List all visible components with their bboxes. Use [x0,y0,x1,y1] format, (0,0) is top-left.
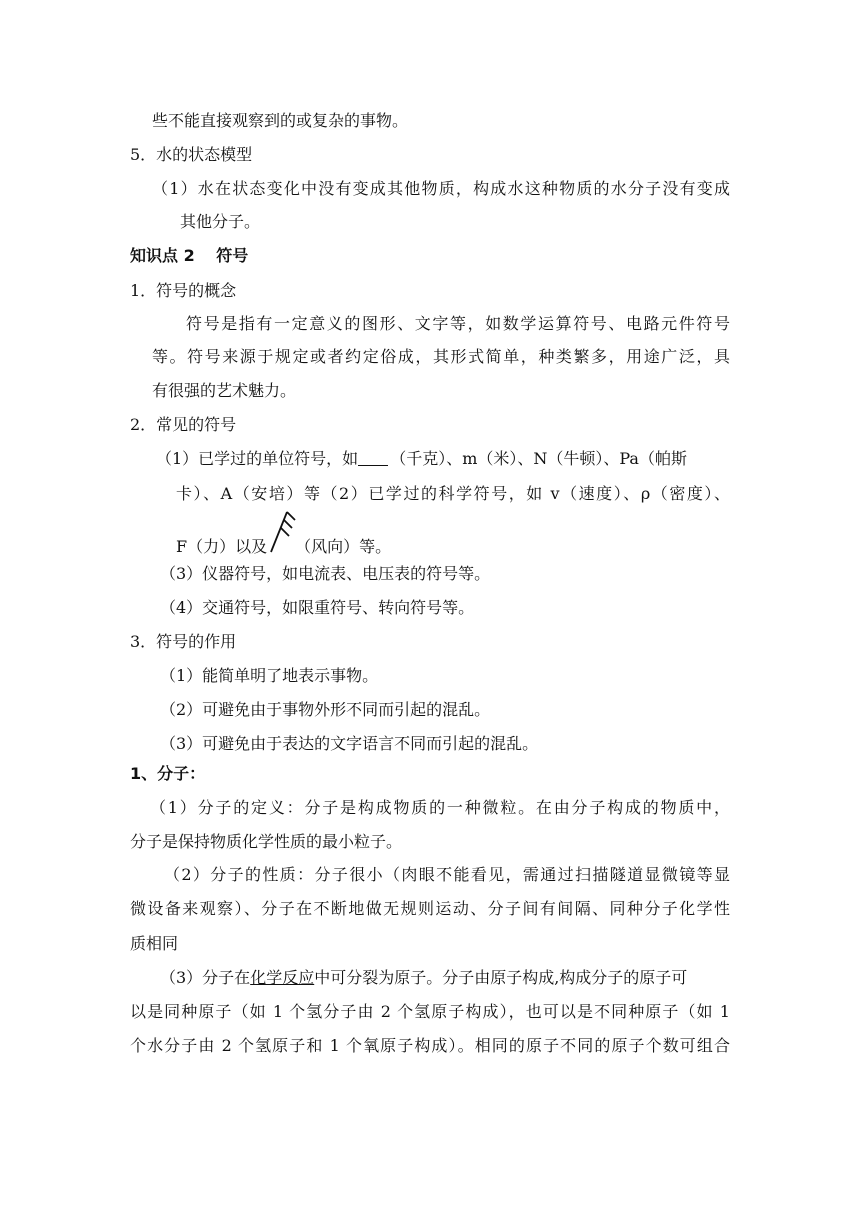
text-line: 些不能直接观察到的或复杂的事物。 [152,111,409,130]
molecule-heading-label: 1、分子： [130,764,206,783]
text-line: （4）交通符号，如限重符号、转向符号等。 [160,598,475,617]
knowledge-point-label: 知识点 2 符号 [130,246,249,265]
text-segment: （1）已学过的单位符号，如 [156,449,359,468]
text-segment: （风向）等。 [295,537,392,556]
section-heading-symbol-concept: 1．符号的概念 [130,281,237,300]
text-segment: （千克）、m（米）、N（牛顿）、Pa（帕斯 [390,449,687,468]
text-line: （1）分子的定义：分子是构成物质的一种微粒。在由分子构成的物质中， [150,798,730,817]
text-line: （1）能简单明了地表示事物。 [160,666,379,685]
text-line: 其他分子。 [180,212,261,231]
text-line: 分子是保持物质化学性质的最小粒子。 [130,832,403,851]
chemical-reaction-link[interactable]: 化学反应 [250,968,315,987]
text-line: 以是同种原子（如 1 个氢分子由 2 个氢原子构成），也可以是不同种原子（如 1 [130,1002,730,1021]
text-line: （1）水在状态变化中没有变成其他物质，构成水这种物质的水分子没有变成 [152,179,730,198]
text-line: 微设备来观察）、分子在不断地做无规则运动、分子间有间隔、同种分子化学性 [130,899,730,918]
text-line: 质相同 [130,934,179,953]
text-line: 个水分子由 2 个氢原子和 1 个氧原子构成）。相同的原子不同的原子个数可组合 [130,1036,730,1055]
text-line-chemical-reaction [160,968,730,988]
fill-blank [358,449,388,466]
text-line-wind-direction [176,534,391,557]
molecule-heading [130,764,205,784]
text-line: 卡）、A（安培）等（2）已学过的科学符号，如 v（速度）、ρ（密度）、 [176,484,730,503]
text-line: 有很强的艺术魅力。 [152,381,297,400]
text-segment: F（力）以及 [176,537,268,556]
text-line: 符号是指有一定意义的图形、文字等，如数学运算符号、电路元件符号 [186,314,730,333]
text-line: （3）可避免由于表达的文字语言不同而引起的混乱。 [160,734,539,753]
text-segment: 中可分裂为原子。分子由原子构成,构成分子的原子可 [314,968,688,987]
section-heading-symbol-function: 3．符号的作用 [130,632,237,651]
text-line: （3）仪器符号，如电流表、电压表的符号等。 [160,564,491,583]
text-segment: （3）分子在 [160,968,251,987]
knowledge-point-heading [130,246,248,266]
section-heading-water-model: 5．水的状态模型 [130,145,253,164]
text-line: （2）分子的性质：分子很小（肉眼不能看见，需通过扫描隧道显微镜等显 [164,865,730,884]
text-line: （2）可避免由于事物外形不同而引起的混乱。 [160,700,491,719]
section-heading-common-symbols: 2．常见的符号 [130,415,237,434]
text-line: 等。符号来源于规定或者约定俗成，其形式简单，种类繁多，用途广泛，具 [152,347,730,366]
wind-direction-icon [267,534,295,554]
text-line-unit-symbols [156,449,730,469]
